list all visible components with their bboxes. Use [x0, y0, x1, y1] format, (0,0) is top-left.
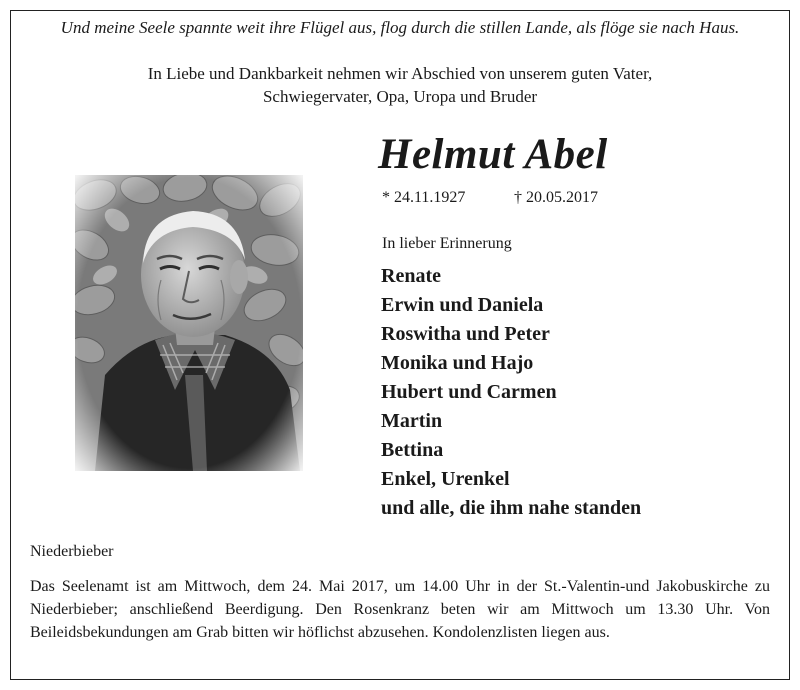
portrait-photo	[75, 175, 303, 471]
mourner-item: Martin	[381, 410, 443, 432]
intro-line-2: Schwiegervater, Opa, Uropa und Bruder	[262, 87, 538, 106]
mourner-item: Erwin und Daniela	[381, 294, 544, 316]
mourner-item: Renate	[381, 265, 441, 287]
mourners-list	[381, 262, 641, 523]
birth-date: * 24.11.1927	[382, 189, 466, 206]
mourner-item: Bettina	[381, 439, 444, 461]
place-name: Niederbieber	[30, 543, 114, 560]
mourner-item: Monika und Hajo	[381, 352, 534, 374]
death-date: † 20.05.2017	[514, 189, 598, 206]
mourner-item: Hubert und Carmen	[381, 381, 557, 403]
mourner-item: Roswitha und Peter	[381, 323, 550, 345]
mourner-item: Enkel, Urenkel	[381, 468, 510, 490]
memory-label: In lieber Erinnerung	[382, 235, 512, 252]
verse-quote: Und meine Seele spannte weit ihre Flügel aus, flog durch die stillen Lande, als flöge sie nach Haus.	[60, 18, 740, 37]
deceased-name: Helmut Abel	[378, 131, 608, 178]
intro-text	[0, 62, 800, 108]
service-notice: Das Seelenamt ist am Mittwoch, dem 24. Mai 2017, um 14.00 Uhr in der St.-Valentin-und Jakobuskirche zu Niederbieber; anschließend Beerdigung. Den Rosenkranz beten wir am Mittwoch um 13.30 Uhr. Von Beileidsbekundungen am Grab bitten wir höflichst abzusehen. Kondolenzlisten liegen aus.	[30, 578, 770, 641]
mourner-item: und alle, die ihm nahe standen	[381, 497, 642, 519]
life-dates	[382, 189, 598, 207]
intro-line-1: In Liebe und Dankbarkeit nehmen wir Abschied von unserem guten Vater,	[147, 64, 653, 83]
